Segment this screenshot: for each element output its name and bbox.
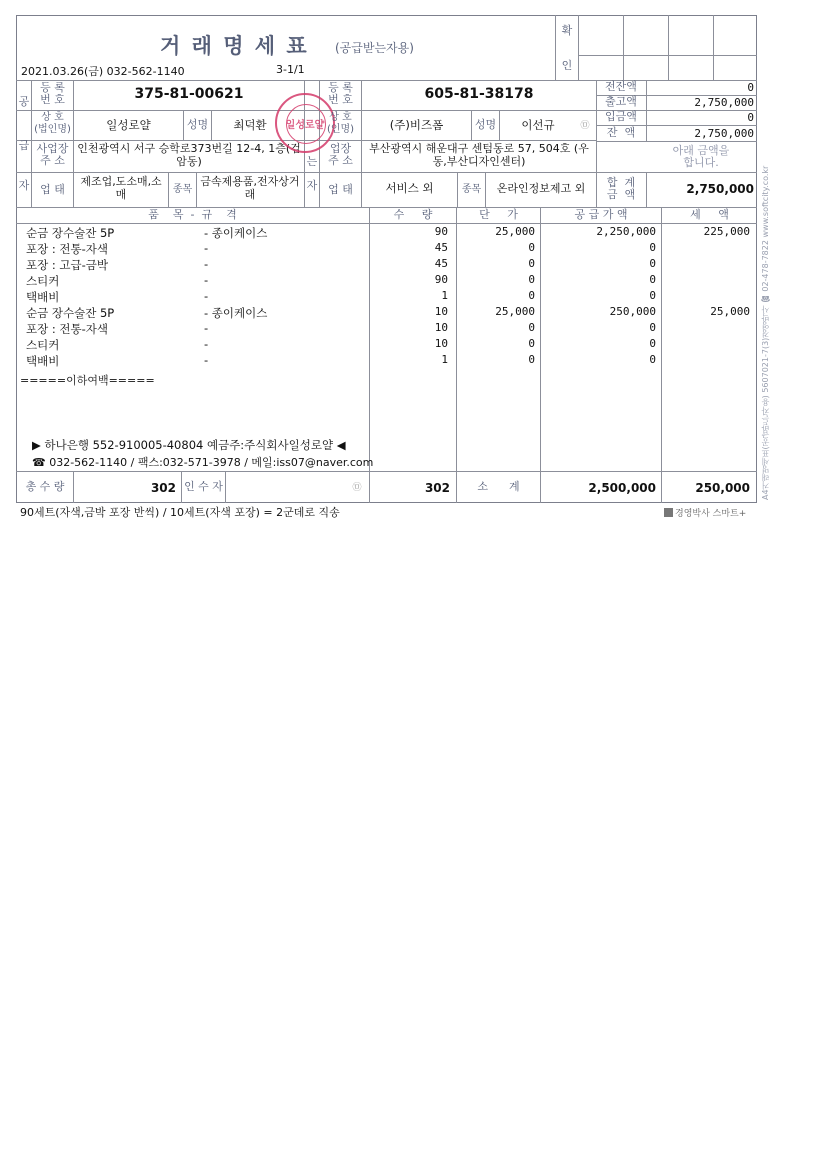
item-qty: 1 xyxy=(441,289,448,302)
item-price: 0 xyxy=(528,257,535,270)
bank-line: ▶ 하나은행 552-910005-40804 예금주:주식회사일성로얄 ◀ xyxy=(32,438,346,452)
item-name: 택배비 xyxy=(26,354,60,368)
item-qty: 10 xyxy=(434,305,448,318)
supplier-item-label: 종목 xyxy=(172,184,193,195)
item-supply: 2,250,000 xyxy=(596,225,656,238)
receiver-item: 온라인정보제고 외 xyxy=(496,182,586,195)
total-qty: 302 xyxy=(150,481,176,495)
receiver-sign-mark: ㉤ xyxy=(352,483,362,493)
table-row xyxy=(20,257,760,273)
item-qty: 90 xyxy=(434,273,448,286)
supplier-addr-label: 사업장 주 소 xyxy=(36,142,69,167)
supplier-reg-label: 등 록 번 호 xyxy=(40,81,65,106)
prev-balance: 0 xyxy=(747,81,754,94)
qty-sum: 302 xyxy=(424,481,450,495)
confirm-label-bottom: 인 xyxy=(561,59,573,72)
item-price: 25,000 xyxy=(495,305,535,318)
item-spec: - xyxy=(204,353,209,367)
brand-icon xyxy=(664,508,673,517)
item-spec: - xyxy=(204,273,209,287)
table-row xyxy=(20,353,760,369)
item-name: 포장 : 전통-자색 xyxy=(26,322,108,336)
receiver-sign-label: 인 수 자 xyxy=(184,480,223,493)
receiver-name: (주)비즈폼 xyxy=(389,118,444,132)
table-row xyxy=(20,337,760,353)
item-spec: - 종이케이스 xyxy=(204,226,268,240)
item-qty: 90 xyxy=(434,225,448,238)
receiver-name-label: 상 호 (인명) xyxy=(326,112,355,135)
receiver-item-label: 종목 xyxy=(461,184,482,195)
confirm-label-top: 확 xyxy=(561,24,573,37)
supplier-biz-type: 제조업,도소매,소매 xyxy=(80,175,162,201)
table-row xyxy=(20,241,760,257)
item-spec: - xyxy=(204,337,209,351)
item-name: 포장 : 전통-자색 xyxy=(26,242,108,256)
col-qty: 수 량 xyxy=(393,208,433,221)
prev-balance-label: 전잔액 xyxy=(605,80,637,93)
brand-text: 경영박사 스마트+ xyxy=(675,509,747,519)
invoice-title: 거 래 명 세 표 xyxy=(160,34,309,58)
out-amount: 2,750,000 xyxy=(694,96,754,109)
supplier-side-label-2: 급 xyxy=(18,139,30,152)
table-row xyxy=(20,305,760,321)
tax-sum: 250,000 xyxy=(695,481,750,495)
item-name: 포장 : 고급-금박 xyxy=(26,258,108,272)
supplier-name: 일성로얄 xyxy=(106,118,151,132)
supply-sum: 2,500,000 xyxy=(588,481,656,495)
item-name: 순금 장수술잔 5P xyxy=(26,226,115,240)
supplier-side-label-1: 공 xyxy=(18,95,30,108)
receiver-address: 부산광역시 해운대구 센텀동로 57, 504호 (우동,부산디자인센터) xyxy=(369,142,589,168)
item-tax: 225,000 xyxy=(703,225,750,238)
invoice-subtitle: (공급받는자용) xyxy=(335,41,414,55)
item-supply: 0 xyxy=(649,353,656,366)
item-price: 0 xyxy=(528,241,535,254)
in-amount-label: 입금액 xyxy=(605,110,637,123)
item-supply: 0 xyxy=(649,241,656,254)
receiver-rep-label: 성명 xyxy=(474,118,497,131)
supplier-side-label-3: 자 xyxy=(18,179,30,192)
item-spec: - xyxy=(204,289,209,303)
receiver-addr-label: 업장 주 소 xyxy=(328,142,353,167)
item-price: 0 xyxy=(528,321,535,334)
total-qty-label: 총 수 량 xyxy=(25,480,65,493)
col-supply: 공 급 가 액 xyxy=(574,208,628,221)
item-spec: - xyxy=(204,257,209,271)
supplier-rep-label: 성명 xyxy=(186,118,209,131)
item-price: 0 xyxy=(528,353,535,366)
item-price: 0 xyxy=(528,289,535,302)
item-qty: 10 xyxy=(434,321,448,334)
item-spec: - xyxy=(204,241,209,255)
item-qty: 10 xyxy=(434,337,448,350)
item-name: 스티커 xyxy=(26,338,60,352)
seal-text: 일성로얄 xyxy=(285,120,325,131)
item-qty: 45 xyxy=(434,257,448,270)
supplier-item: 금속제용품,전자상거래 xyxy=(200,175,300,201)
item-name: 스티커 xyxy=(26,274,60,288)
item-tax: 25,000 xyxy=(710,305,750,318)
table-row xyxy=(20,273,760,289)
item-price: 0 xyxy=(528,337,535,350)
table-row xyxy=(20,289,760,305)
receiver-biz-type: 서비스 외 xyxy=(385,181,434,195)
item-price: 0 xyxy=(528,273,535,286)
balance: 2,750,000 xyxy=(694,127,754,140)
item-qty: 1 xyxy=(441,353,448,366)
balance-label: 잔 액 xyxy=(606,126,636,139)
in-amount: 0 xyxy=(747,111,754,124)
receiver-side-label-1: 는 xyxy=(306,155,318,168)
item-spec: - 종이케이스 xyxy=(204,306,268,320)
contact-line: ☎ 032-562-1140 / 팩스:032-571-3978 / 메일:iss07@naver.com xyxy=(32,456,374,469)
receiver-rep: 이선규 xyxy=(521,118,555,132)
item-supply: 0 xyxy=(649,289,656,302)
item-supply: 0 xyxy=(649,257,656,270)
col-tax: 세 액 xyxy=(690,208,729,221)
total-amount: 2,750,000 xyxy=(686,182,754,196)
item-supply: 0 xyxy=(649,321,656,334)
supplier-address: 인천광역시 서구 승학로373번길 12-4, 1층(검암동) xyxy=(77,142,301,168)
item-spec: - xyxy=(204,321,209,335)
total-amount-label: 합 계 금 액 xyxy=(606,176,636,201)
page-number: 3-1/1 xyxy=(276,63,305,76)
issue-date-phone: 2021.03.26(금) 032-562-1140 xyxy=(21,65,185,78)
item-price: 25,000 xyxy=(495,225,535,238)
receiver-side-label-2: 자 xyxy=(306,179,318,192)
col-price: 단 가 xyxy=(479,208,518,221)
table-row xyxy=(20,225,760,241)
receiver-biz-label: 업 태 xyxy=(328,183,353,196)
table-row xyxy=(20,321,760,337)
item-supply: 0 xyxy=(649,273,656,286)
supplier-biz-label: 업 태 xyxy=(40,183,65,196)
out-amount-label: 출고액 xyxy=(605,95,637,108)
supplier-rep: 최덕환 xyxy=(233,118,267,132)
side-print-info: A4거래명세표(공급받는자용) 5607021-7(3)경영박사 ☎ 02-478-7822 www.softcity.co.kr xyxy=(761,165,770,500)
item-name: 순금 장수술잔 5P xyxy=(26,306,115,320)
item-supply: 250,000 xyxy=(609,305,656,318)
subtotal-label: 소 계 xyxy=(477,480,520,493)
end-marker: =====이하여백===== xyxy=(20,374,155,387)
supplier-reg-number: 375-81-00621 xyxy=(134,86,244,102)
receiver-reg-label: 등 록 번 호 xyxy=(328,81,353,106)
receiver-reg-number: 605-81-38178 xyxy=(424,86,534,102)
brand-logo xyxy=(664,506,746,519)
receiver-seal-mark: ㉤ xyxy=(580,121,590,131)
item-name: 택배비 xyxy=(26,290,60,304)
col-item: 품 목 - 규 격 xyxy=(148,208,237,221)
item-supply: 0 xyxy=(649,337,656,350)
supplier-name-label: 상 호 (법인명) xyxy=(34,112,71,135)
memo: 90세트(자색,금박 포장 반씩) / 10세트(자색 포장) = 2군데로 직송 xyxy=(20,506,340,519)
item-qty: 45 xyxy=(434,241,448,254)
summary-note: 아래 금액을 합니다. xyxy=(672,144,730,169)
